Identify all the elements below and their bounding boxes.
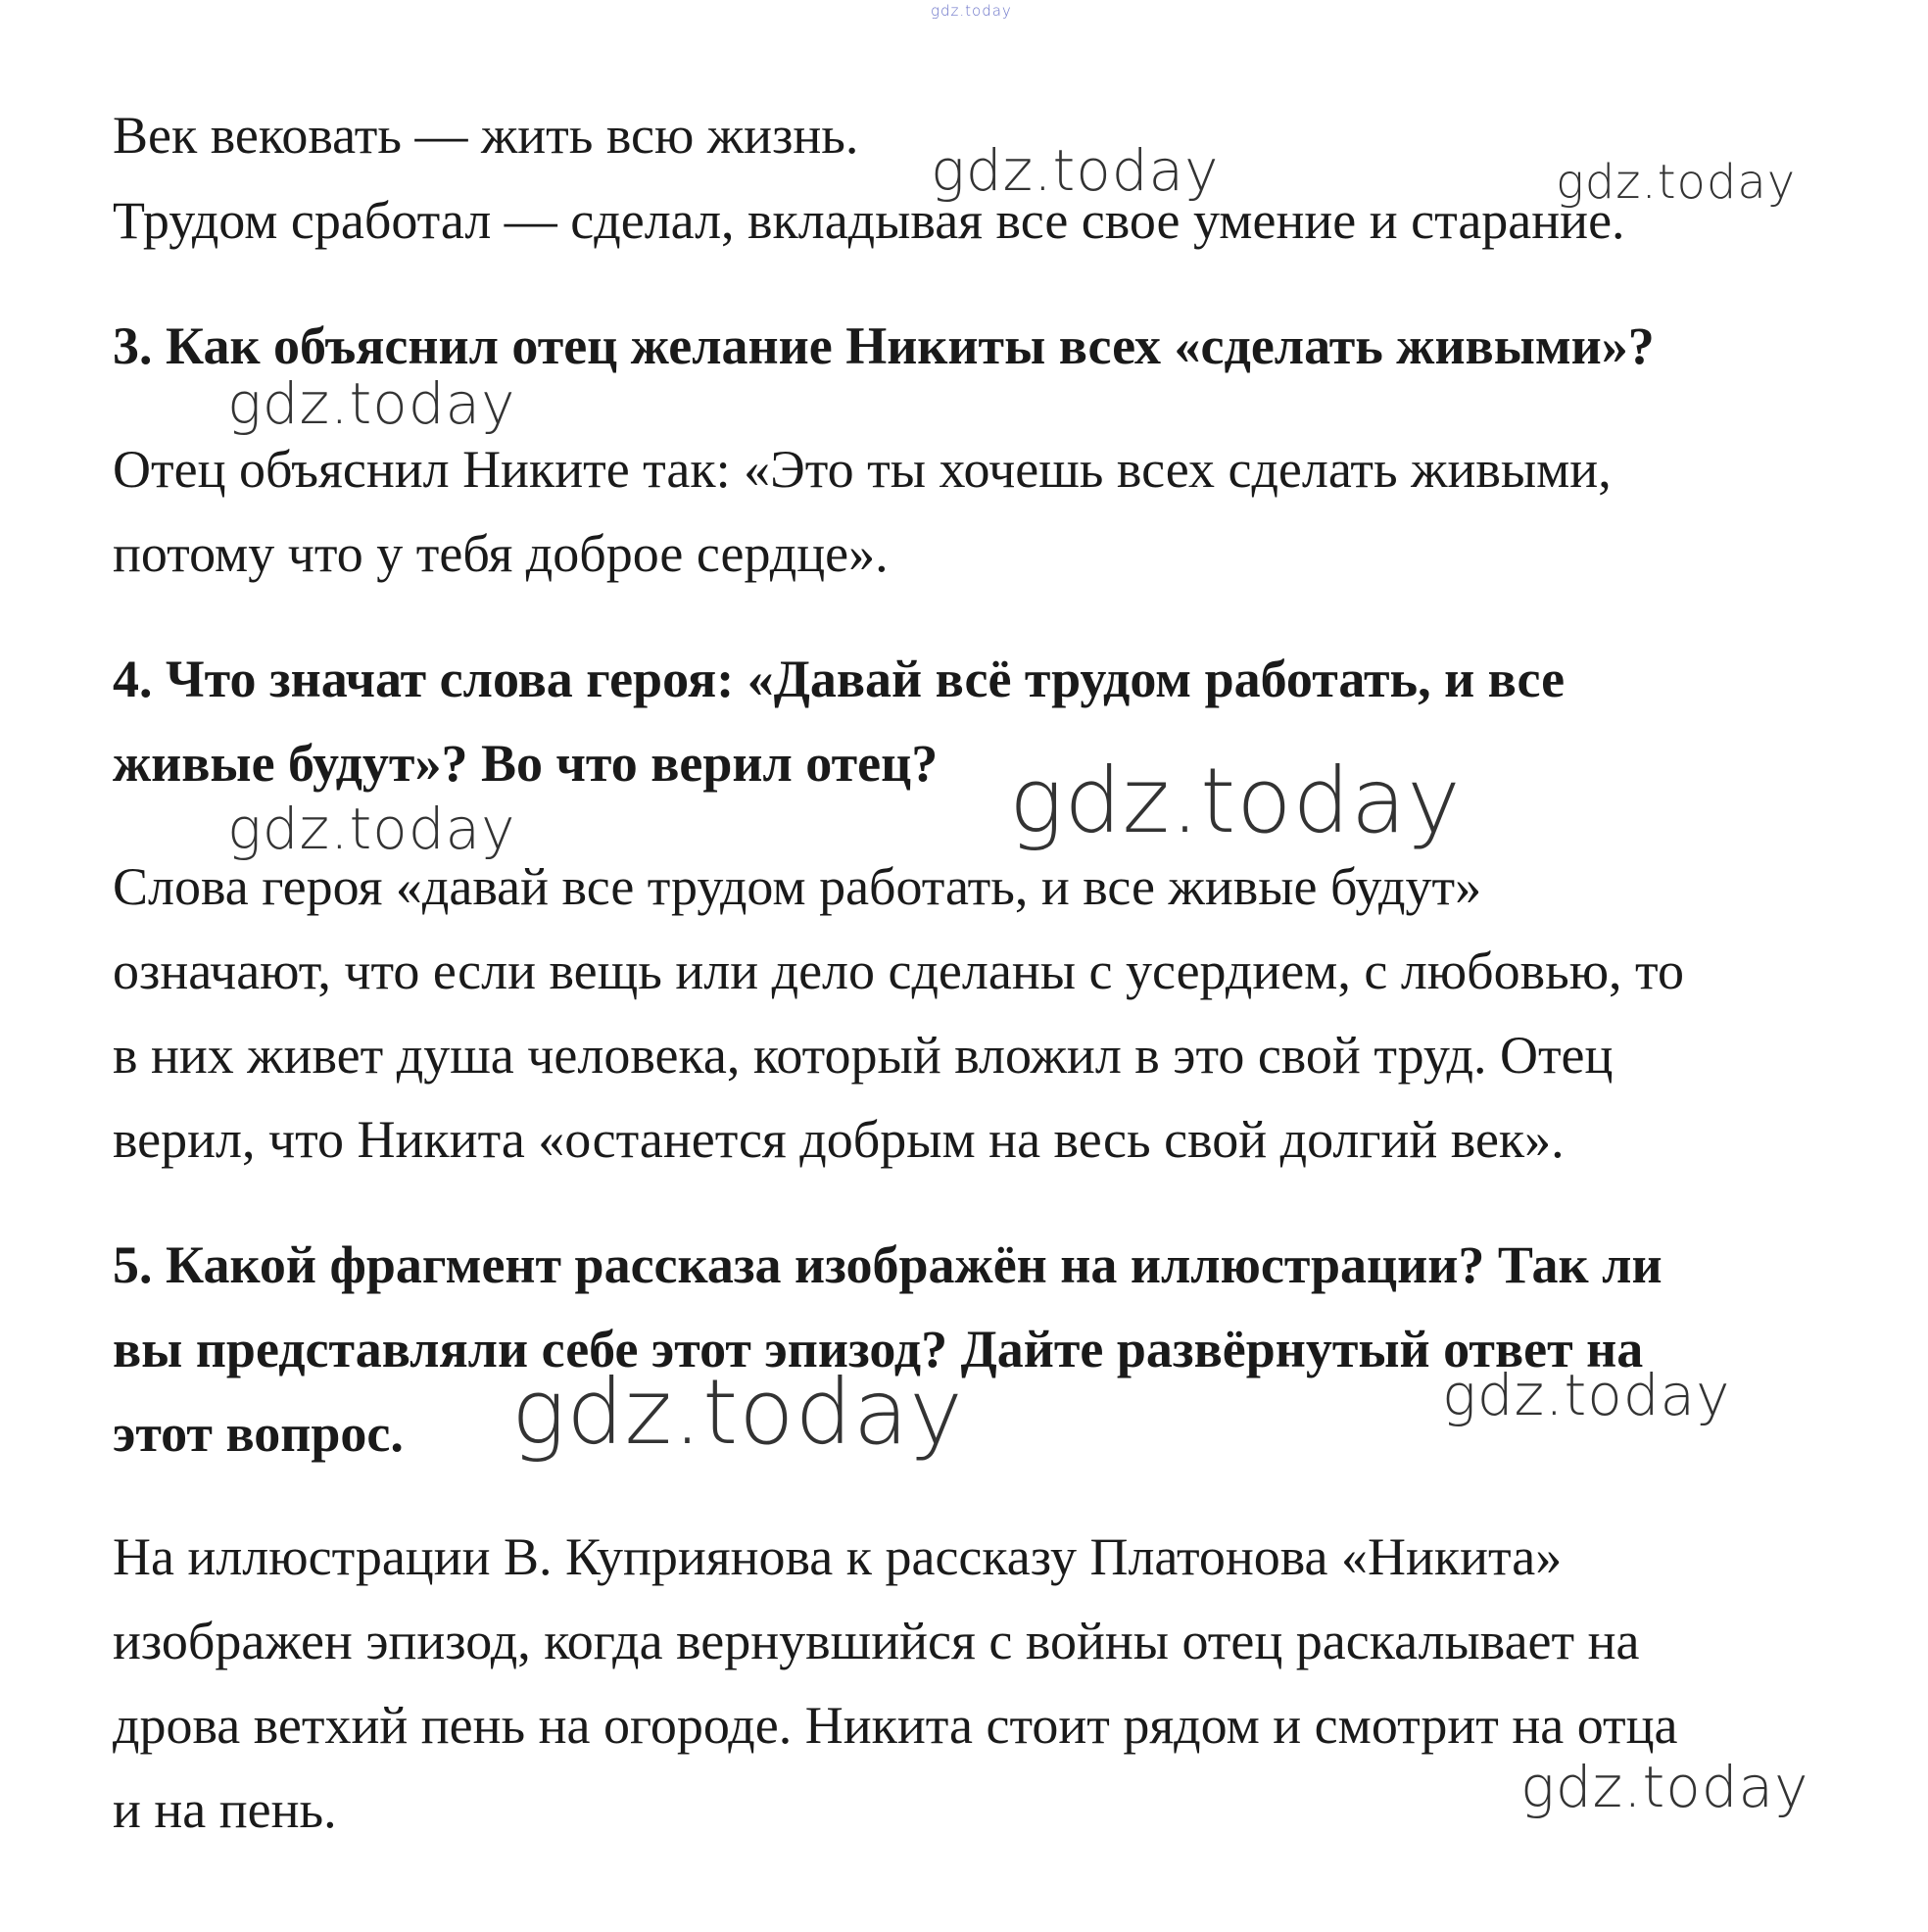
answer-3-line: Отец объяснил Никите так: «Это ты хочешь всех сделать живыми, <box>113 440 1612 499</box>
question-3: 3. Как объяснил отец желание Никиты всех «сделать живыми»? <box>113 316 1655 375</box>
watermark: gdz.today <box>931 137 1220 204</box>
watermark: gdz.today <box>1520 1754 1809 1820</box>
question-5: вы представляли себе этот эпизод? Дайте развёрнутый ответ на <box>113 1320 1644 1378</box>
answer-5-line: На иллюстрации В. Куприянова к рассказу Платонова «Никита» <box>113 1527 1563 1586</box>
watermark: gdz.today <box>227 796 516 862</box>
answer-4-line: Слова героя «давай все трудом работать, и все живые будут» <box>113 857 1482 916</box>
question-5: 5. Какой фрагмент рассказа изображён на иллюстрации? Так ли <box>113 1235 1663 1294</box>
watermark: gdz.today <box>1556 155 1797 210</box>
answer-4-line: верил, что Никита «останется добрым на весь свой долгий век». <box>113 1110 1565 1169</box>
watermark: gdz.today <box>511 1360 964 1465</box>
watermark: gdz.today <box>931 2 1012 20</box>
watermark: gdz.today <box>1009 749 1462 853</box>
question-5: этот вопрос. <box>113 1404 404 1463</box>
answer-5-line: изображен эпизод, когда вернувшийся с войны отец раскалывает на <box>113 1612 1640 1670</box>
question-4: живые будут»? Во что верил отец? <box>113 734 939 793</box>
answer-4-line: в них живет душа человека, который вложил в это свой труд. Отец <box>113 1026 1614 1085</box>
text-line: Век вековать — жить всю жизнь. <box>113 106 859 165</box>
answer-3-line: потому что у тебя доброе сердце». <box>113 524 889 583</box>
watermark: gdz.today <box>227 370 516 437</box>
answer-5-line: и на пень. <box>113 1780 337 1839</box>
watermark: gdz.today <box>1442 1362 1731 1428</box>
answer-4-line: означают, что если вещь или дело сделаны с усердием, с любовью, то <box>113 942 1684 1000</box>
text-line: Трудом сработал — сделал, вкладывая все свое умение и старание. <box>113 191 1625 250</box>
answer-5-line: дрова ветхий пень на огороде. Никита стоит рядом и смотрит на отца <box>113 1696 1678 1755</box>
question-4: 4. Что значат слова героя: «Давай всё трудом работать, и все <box>113 650 1566 708</box>
